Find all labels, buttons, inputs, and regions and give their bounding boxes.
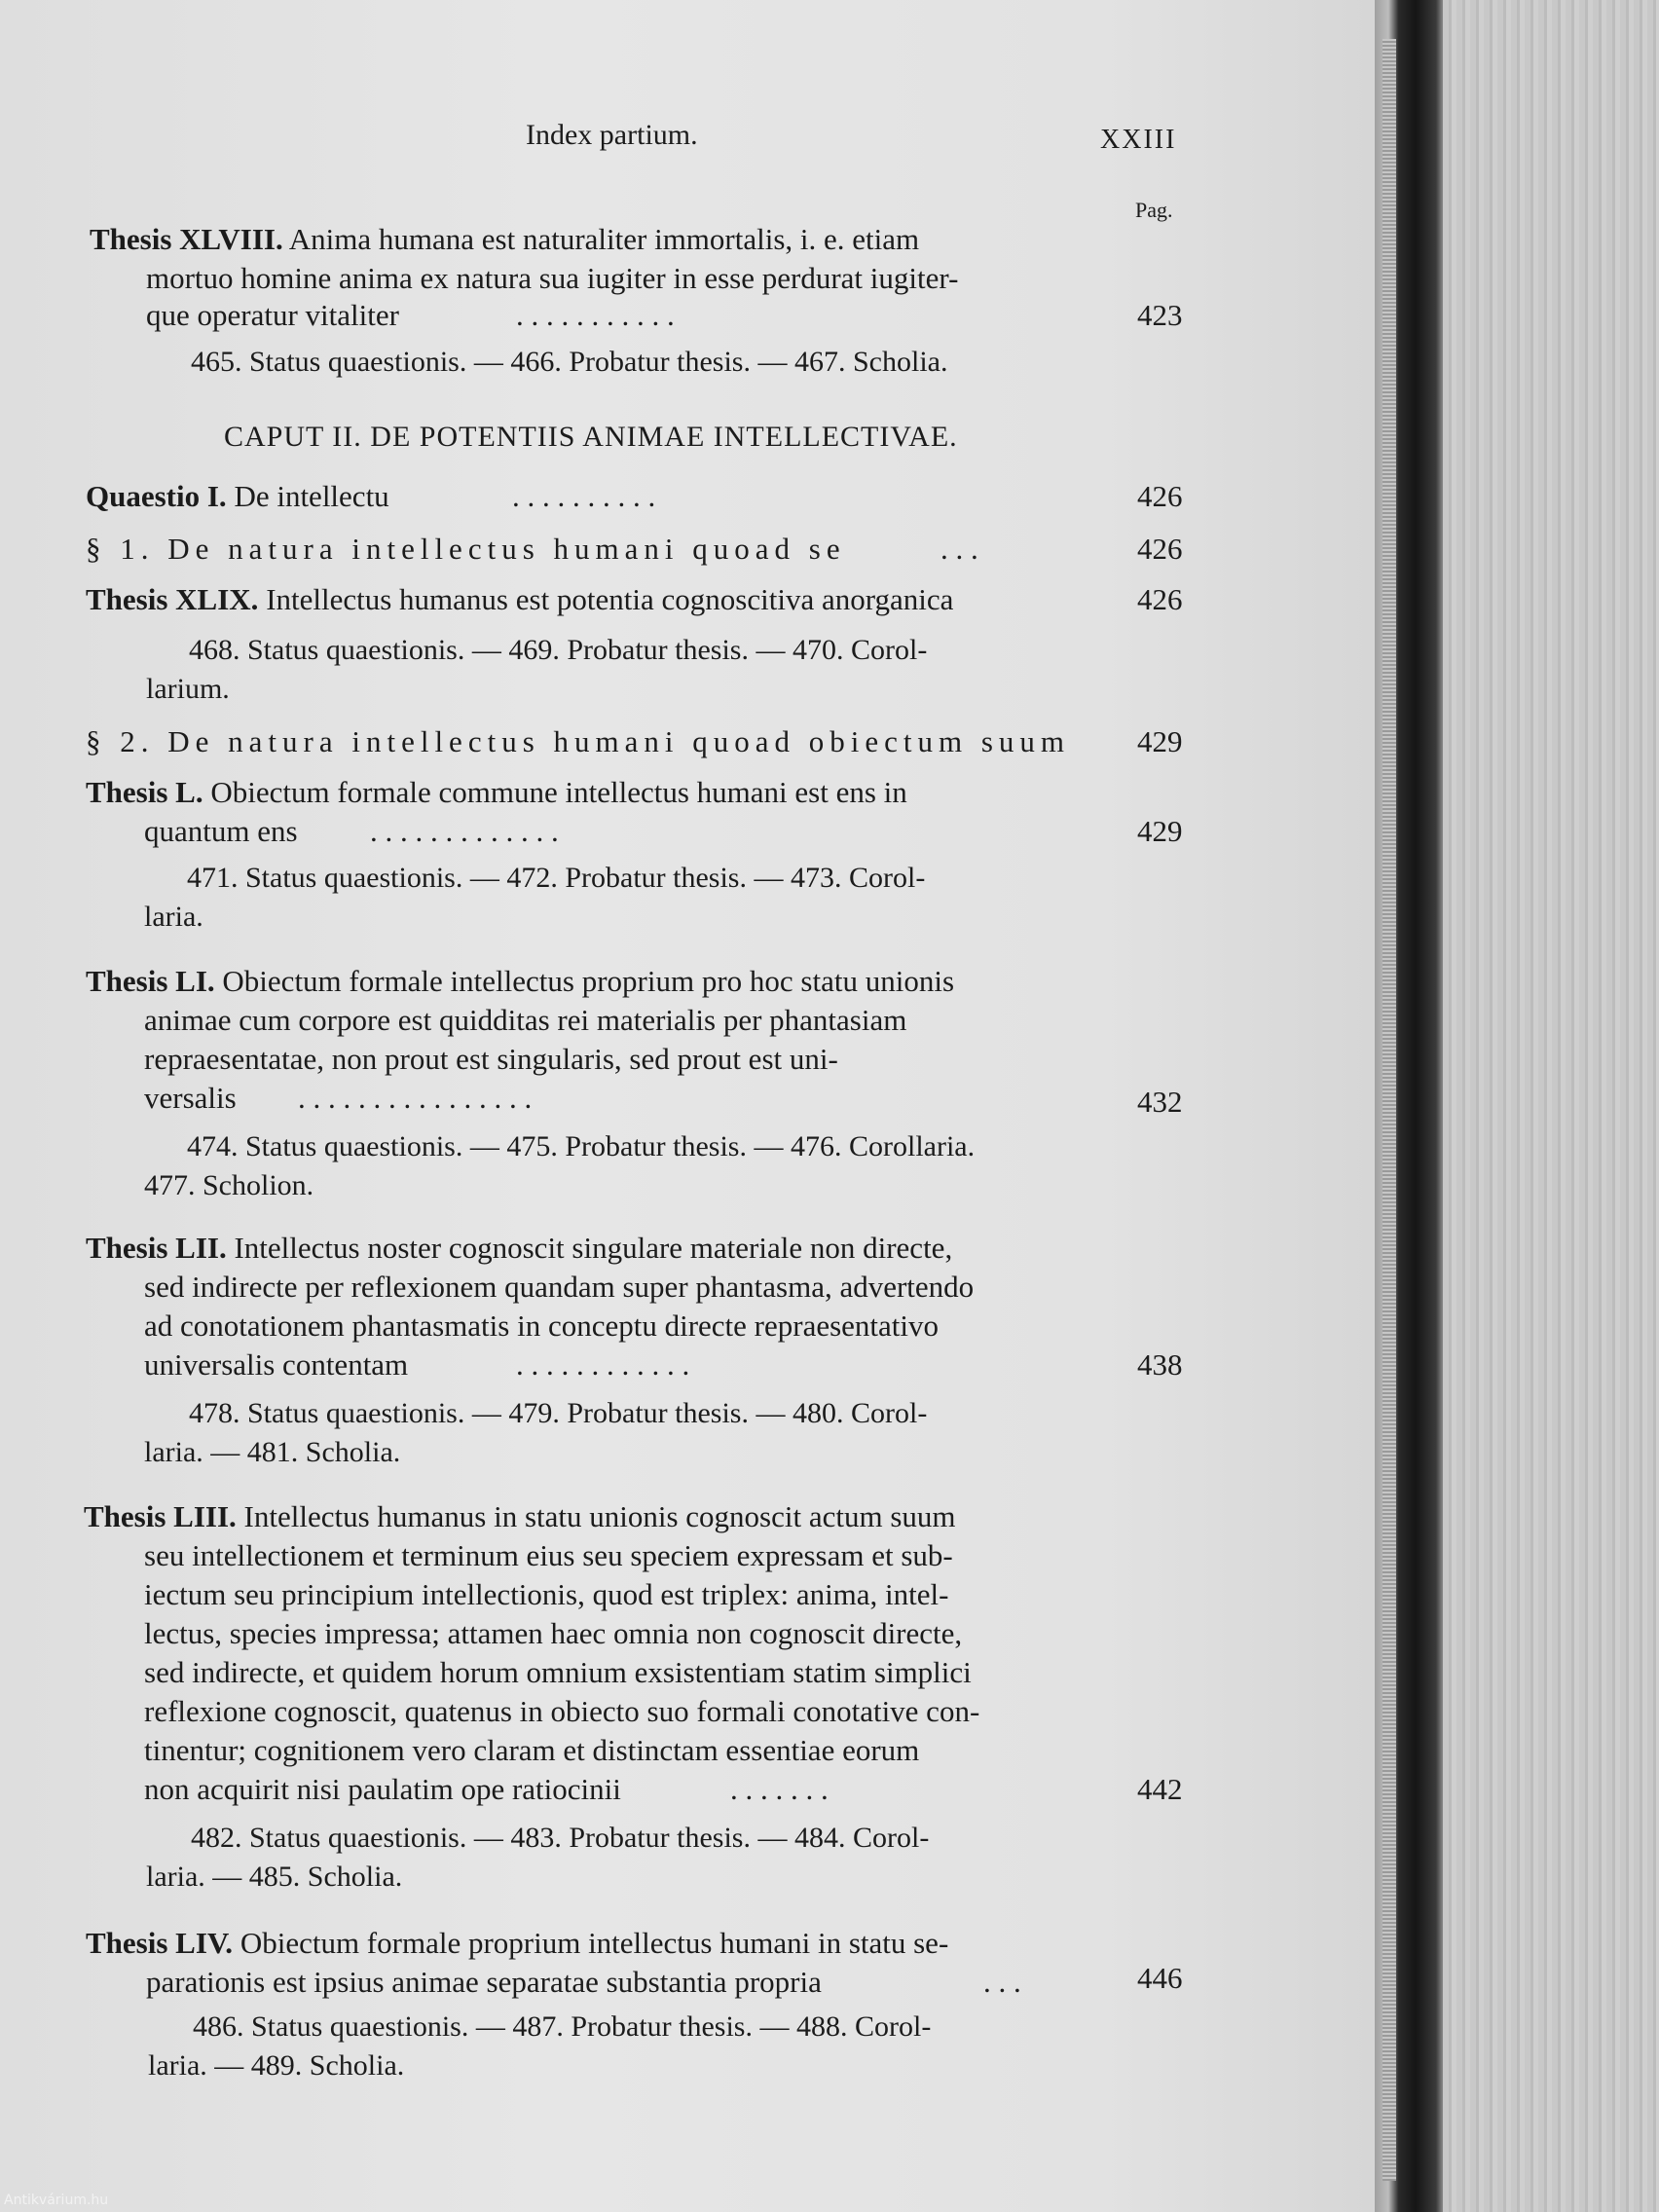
thesis-text: Obiectum formale proprium intellectus humani in statu se-: [240, 1926, 949, 1960]
page-ref: 426: [1137, 582, 1183, 616]
subsection-list: laria. — 485. Scholia.: [146, 1861, 403, 1893]
thesis-text: mortuo homine anima ex natura sua iugiter in esse perdurat iugiter-: [146, 261, 959, 295]
subsection-list: 477. Scholion.: [144, 1169, 314, 1201]
chapter-heading: CAPUT II. DE POTENTIIS ANIMAE INTELLECTIVAE.: [224, 421, 958, 453]
subsection-list: 465. Status quaestionis. — 466. Probatur thesis. — 467. Scholia.: [191, 346, 948, 378]
quaestio-text: De intellectu: [234, 479, 389, 513]
thesis-label: Thesis LIII.: [84, 1499, 237, 1533]
page-ref: 432: [1137, 1085, 1183, 1119]
subsection-list: laria.: [144, 901, 203, 933]
page-ref: 446: [1137, 1961, 1183, 1995]
page-ref: 442: [1137, 1772, 1183, 1806]
page-ref: 423: [1137, 298, 1183, 332]
thesis-label: Thesis LII.: [86, 1231, 227, 1265]
thesis-text: parationis est ipsius animae separatae substantia propria: [146, 1965, 822, 1999]
section-title: § 2. De natura intellectus humani quoad obiectum suum: [86, 724, 1071, 758]
dot-leader: . . . . . . . . . . . . .: [370, 814, 559, 848]
page-ref: 426: [1137, 479, 1183, 513]
thesis-text: Intellectus noster cognoscit singulare materiale non directe,: [234, 1231, 953, 1265]
page-block-edge: [1382, 39, 1396, 2181]
subsection-list: 474. Status quaestionis. — 475. Probatur thesis. — 476. Corollaria.: [187, 1130, 976, 1162]
dot-leader: . . .: [983, 1965, 1021, 1999]
thesis-text: lectus, species impressa; attamen haec omnia non cognoscit directe,: [144, 1616, 963, 1650]
page-ref: 429: [1137, 814, 1183, 848]
thesis-text: ad conotationem phantasmatis in conceptu directe repraesentativo: [144, 1309, 940, 1343]
thesis-text: Intellectus humanus in statu unionis cognoscit actum suum: [243, 1499, 956, 1533]
dot-leader: . . . . . . . . . . . .: [516, 1347, 690, 1382]
thesis-text: reflexione cognoscit, quatenus in obiecto suo formali conotative con-: [144, 1694, 980, 1728]
subsection-list: 482. Status quaestionis. — 483. Probatur thesis. — 484. Corol-: [191, 1822, 930, 1854]
subsection-list: 468. Status quaestionis. — 469. Probatur thesis. — 470. Corol-: [189, 634, 928, 666]
subsection-list: laria. — 489. Scholia.: [148, 2049, 405, 2082]
thesis-text: tinentur; cognitionem vero claram et distinctam essentiae eorum: [144, 1733, 920, 1767]
subsection-list: 486. Status quaestionis. — 487. Probatur thesis. — 488. Corol-: [193, 2010, 932, 2043]
dot-leader: . . . . . . . . . . .: [516, 298, 675, 332]
running-head: Index partium.: [526, 119, 698, 151]
thesis-text: non acquirit nisi paulatim ope ratiocinii: [144, 1772, 621, 1806]
subsection-list: laria. — 481. Scholia.: [144, 1436, 401, 1468]
thesis-label: Thesis XLVIII.: [90, 222, 283, 256]
thesis-text: Anima humana est naturaliter immortalis, i. e. etiam: [288, 222, 920, 256]
dot-leader: . . . . . . .: [730, 1772, 829, 1806]
thesis-label: Thesis XLIX.: [86, 582, 259, 616]
quaestio-label: Quaestio I.: [86, 479, 227, 513]
page-ref: 438: [1137, 1347, 1183, 1382]
thesis-label: Thesis L.: [86, 775, 203, 809]
dot-leader: . . . . . . . . . . . . . . . .: [298, 1081, 533, 1115]
dot-leader: . . . . . . . . . .: [512, 479, 656, 513]
subsection-list: larium.: [146, 673, 230, 705]
watermark: Antikvárium.hu: [4, 2193, 109, 2208]
thesis-text: Obiectum formale intellectus proprium pro hoc statu unionis: [222, 964, 955, 998]
page-ref: 429: [1137, 724, 1183, 758]
subsection-list: 478. Status quaestionis. — 479. Probatur thesis. — 480. Corol-: [189, 1397, 928, 1429]
background-surface: [1443, 0, 1659, 2212]
thesis-label: Thesis LIV.: [86, 1926, 234, 1960]
thesis-text: iectum seu principium intellectionis, quod est triplex: anima, intel-: [144, 1577, 949, 1611]
section-title: § 1. De natura intellectus humani quoad se: [86, 532, 846, 566]
book-cover-edge: [1375, 0, 1443, 2212]
page-number: XXIII: [1100, 125, 1177, 155]
thesis-text: sed indirecte per reflexionem quandam super phantasma, advertendo: [144, 1270, 975, 1304]
page-ref: 426: [1137, 532, 1183, 566]
thesis-label: Thesis LI.: [86, 964, 215, 998]
thesis-text: seu intellectionem et terminum eius seu speciem expressam et sub-: [144, 1538, 953, 1572]
thesis-text: quantum ens: [144, 814, 298, 848]
thesis-text: versalis: [144, 1081, 237, 1115]
thesis-text: repraesentatae, non prout est singularis, sed prout est uni-: [144, 1042, 838, 1076]
thesis-text: Intellectus humanus est potentia cognoscitiva anorganica: [266, 582, 954, 616]
pag-column-label: Pag.: [1135, 198, 1173, 222]
thesis-text: animae cum corpore est quidditas rei materialis per phantasiam: [144, 1003, 907, 1037]
subsection-list: 471. Status quaestionis. — 472. Probatur thesis. — 473. Corol-: [187, 862, 926, 894]
thesis-text: Obiectum formale commune intellectus humani est ens in: [210, 775, 907, 809]
thesis-text: que operatur vitaliter: [146, 298, 399, 332]
dot-leader: . . .: [940, 532, 978, 566]
thesis-text: universalis contentam: [144, 1347, 409, 1382]
thesis-text: sed indirecte, et quidem horum omnium exsistentiam statim simplici: [144, 1655, 972, 1689]
